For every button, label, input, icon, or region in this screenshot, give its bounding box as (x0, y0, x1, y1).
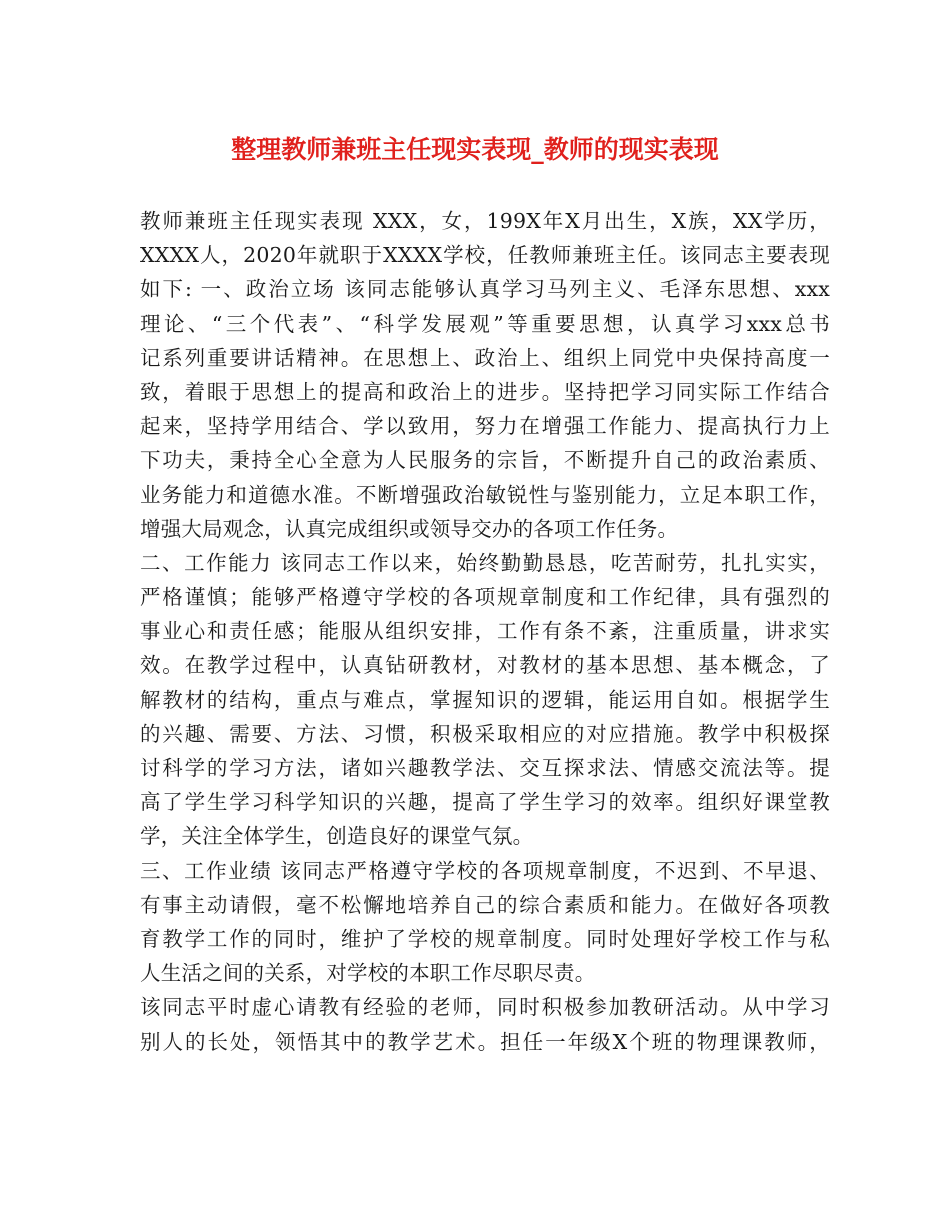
body-line: 事业心和责任感；能服从组织安排，工作有条不紊，注重质量，讲求实 (140, 619, 830, 644)
body-line: 严格谨慎；能够严格遵守学校的各项规章制度和工作纪律，具有强烈的 (140, 585, 830, 610)
body-line: 人生活之间的关系，对学校的本职工作尽职尽责。 (140, 961, 596, 986)
body-line: 育教学工作的同时，维护了学校的规章制度。同时处理好学校工作与私 (140, 926, 830, 951)
body-line: 记系列重要讲话精神。在思想上、政治上、组织上同党中央保持高度一 (140, 345, 830, 370)
body-line: 业务能力和道德水准。不断增强政治敏锐性与鉴别能力，立足本职工作， (140, 482, 830, 507)
body-line: 有事主动请假，毫不松懈地培养自己的综合素质和能力。在做好各项教 (140, 892, 830, 917)
body-line: 讨科学的学习方法，诸如兴趣教学法、交互探求法、情感交流法等。提 (140, 756, 830, 780)
body-line: 三、工作业绩 该同志严格遵守学校的各项规章制度，不迟到、不早退、 (140, 858, 830, 883)
body-line: 别人的长处，领悟其中的教学艺术。担任一年级X个班的物理课教师， (140, 1029, 830, 1054)
body-line: 学，关注全体学生，创造良好的课堂气氛。 (140, 824, 534, 849)
body-line: 二、工作能力 该同志工作以来，始终勤勤恳恳，吃苦耐劳，扎扎实实， (140, 550, 830, 575)
body-line: 教师兼班主任现实表现 XXX，女，199X年X月出生，X族，XX学历， (140, 209, 830, 233)
body-line: 该同志平时虚心请教有经验的老师，同时积极参加教研活动。从中学习 (140, 995, 830, 1020)
document-body (140, 204, 830, 1059)
body-line: 高了学生学习科学知识的兴趣，提高了学生学习的效率。组织好课堂教 (140, 790, 830, 815)
body-line: 增强大局观念，认真完成组织或领导交办的各项工作任务。 (140, 516, 679, 541)
body-line: 效。在教学过程中，认真钻研教材，对教材的基本思想、基本概念，了 (140, 653, 830, 678)
body-line: 解教材的结构，重点与难点，掌握知识的逻辑，能运用自如。根据学生 (140, 687, 830, 712)
body-line: 理论、“三个代表”、“科学发展观”等重要思想，认真学习xxx总书 (140, 311, 830, 336)
body-line: 的兴趣、需要、方法、习惯，积极采取相应的对应措施。教学中积极探 (140, 721, 830, 746)
body-line: 起来，坚持学用结合、学以致用，努力在增强工作能力、提高执行力上 (140, 414, 830, 439)
body-line: 致，着眼于思想上的提高和政治上的进步。坚持把学习同实际工作结合 (140, 379, 830, 404)
document-title: 整理教师兼班主任现实表现_教师的现实表现 (231, 135, 719, 164)
body-line: XXXX人，2020年就职于XXXX学校，任教师兼班主任。该同志主要表现 (140, 243, 830, 268)
body-line: 如下: 一、政治立场 该同志能够认真学习马列主义、毛泽东思想、xxx (140, 277, 830, 302)
body-line: 下功夫，秉持全心全意为人民服务的宗旨，不断提升自己的政治素质、 (140, 448, 830, 473)
